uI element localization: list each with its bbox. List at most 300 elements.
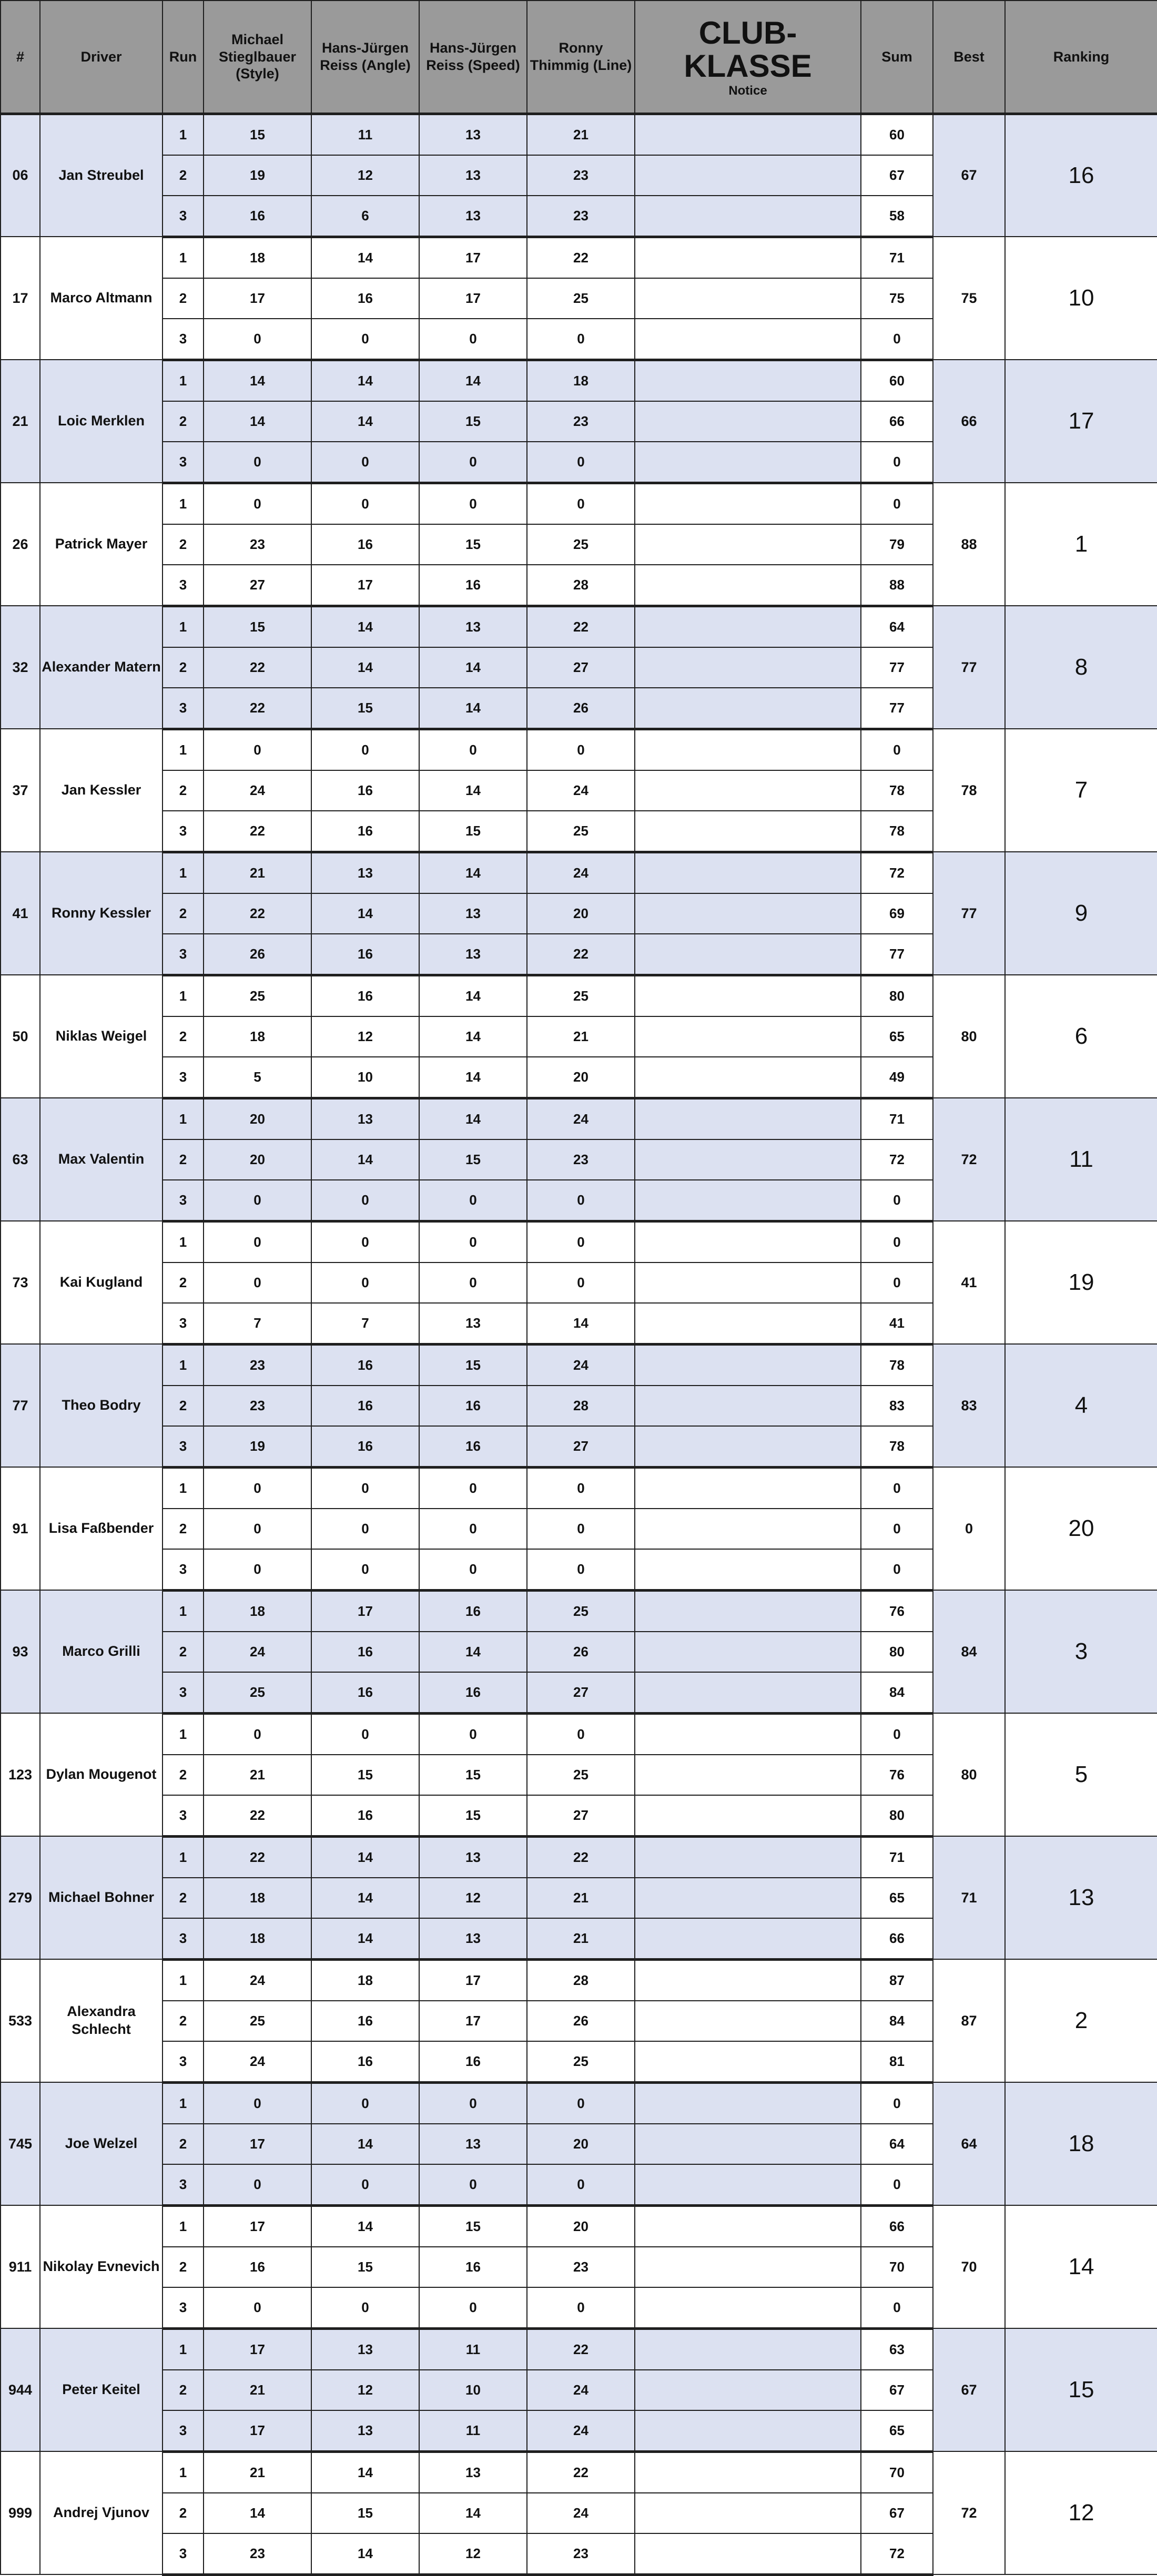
score-angle: 16	[311, 811, 419, 852]
best-score: 84	[933, 1590, 1005, 1713]
driver-name: Lisa Faßbender	[40, 1467, 163, 1590]
score-angle: 0	[311, 1509, 419, 1549]
driver-number: 533	[1, 1959, 40, 2082]
score-angle: 14	[311, 647, 419, 688]
driver-number: 911	[1, 2205, 40, 2328]
score-angle: 13	[311, 1098, 419, 1139]
run-row	[1, 1713, 1157, 1755]
ranking: 14	[1005, 2205, 1157, 2328]
score-style: 24	[204, 1959, 311, 2001]
run-sum: 0	[861, 483, 933, 524]
score-angle: 0	[311, 729, 419, 770]
best-score: 87	[933, 1959, 1005, 2082]
score-style: 21	[204, 2370, 311, 2410]
run-number: 2	[163, 893, 204, 934]
notice-cell	[635, 1344, 861, 1386]
run-sum: 81	[861, 2041, 933, 2083]
score-angle: 15	[311, 2247, 419, 2287]
run-number: 2	[163, 2370, 204, 2410]
run-sum: 0	[861, 1549, 933, 1591]
score-speed: 13	[419, 1836, 527, 1878]
notice-cell	[635, 1426, 861, 1468]
notice-cell	[635, 1467, 861, 1509]
notice-cell	[635, 1139, 861, 1180]
score-style: 17	[204, 2205, 311, 2247]
run-number: 2	[163, 401, 204, 442]
score-angle: 16	[311, 1795, 419, 1837]
score-speed: 16	[419, 1386, 527, 1426]
score-speed: 0	[419, 1180, 527, 1221]
notice-cell	[635, 770, 861, 811]
ranking: 17	[1005, 360, 1157, 483]
run-number: 1	[163, 1467, 204, 1509]
score-line: 0	[527, 1549, 635, 1591]
driver-name: Marco Altmann	[40, 237, 163, 360]
notice-cell	[635, 483, 861, 524]
run-sum: 0	[861, 2082, 933, 2124]
run-sum: 65	[861, 1016, 933, 1057]
run-number: 1	[163, 237, 204, 278]
notice-cell	[635, 2370, 861, 2410]
driver-name: Michael Bohner	[40, 1836, 163, 1959]
score-speed: 12	[419, 2533, 527, 2575]
score-speed: 16	[419, 1590, 527, 1632]
score-style: 24	[204, 1632, 311, 1672]
run-row	[1, 2451, 1157, 2493]
ranking: 8	[1005, 606, 1157, 729]
ranking: 16	[1005, 114, 1157, 237]
score-style: 22	[204, 893, 311, 934]
run-number: 3	[163, 1672, 204, 1714]
run-row	[1, 1959, 1157, 2001]
ranking: 10	[1005, 237, 1157, 360]
run-row	[1, 1344, 1157, 1386]
ranking: 19	[1005, 1221, 1157, 1344]
score-style: 0	[204, 319, 311, 360]
score-style: 5	[204, 1057, 311, 1098]
score-angle: 14	[311, 1139, 419, 1180]
score-line: 25	[527, 1590, 635, 1632]
header-best: Best	[933, 1, 1005, 114]
score-line: 25	[527, 811, 635, 852]
results-body	[1, 114, 1157, 2574]
driver-number: 06	[1, 114, 40, 237]
score-line: 0	[527, 1713, 635, 1755]
score-style: 16	[204, 2247, 311, 2287]
run-number: 1	[163, 852, 204, 893]
score-line: 26	[527, 2001, 635, 2041]
run-sum: 72	[861, 852, 933, 893]
score-angle: 16	[311, 1344, 419, 1386]
driver-number: 745	[1, 2082, 40, 2205]
score-style: 23	[204, 1386, 311, 1426]
header-row	[1, 1, 1157, 114]
run-sum: 69	[861, 893, 933, 934]
run-sum: 77	[861, 647, 933, 688]
score-speed: 16	[419, 565, 527, 606]
run-sum: 41	[861, 1303, 933, 1345]
run-number: 3	[163, 196, 204, 237]
score-angle: 17	[311, 565, 419, 606]
notice-cell	[635, 196, 861, 237]
ranking: 9	[1005, 852, 1157, 975]
score-speed: 14	[419, 1098, 527, 1139]
ranking: 6	[1005, 975, 1157, 1098]
score-speed: 13	[419, 114, 527, 155]
notice-cell	[635, 1016, 861, 1057]
score-style: 18	[204, 237, 311, 278]
score-style: 20	[204, 1098, 311, 1139]
score-speed: 0	[419, 1467, 527, 1509]
run-number: 2	[163, 2001, 204, 2041]
run-sum: 79	[861, 524, 933, 565]
notice-cell	[635, 1672, 861, 1714]
notice-cell	[635, 1755, 861, 1795]
score-line: 0	[527, 2164, 635, 2206]
driver-name: Andrej Vjunov	[40, 2451, 163, 2574]
score-speed: 17	[419, 1959, 527, 2001]
score-line: 18	[527, 360, 635, 401]
score-angle: 14	[311, 237, 419, 278]
score-speed: 0	[419, 2287, 527, 2329]
score-line: 22	[527, 2451, 635, 2493]
run-number: 3	[163, 2410, 204, 2452]
run-sum: 65	[861, 2410, 933, 2452]
score-angle: 14	[311, 1836, 419, 1878]
run-sum: 76	[861, 1755, 933, 1795]
notice-cell	[635, 2124, 861, 2164]
run-sum: 63	[861, 2328, 933, 2370]
score-line: 26	[527, 688, 635, 729]
score-line: 27	[527, 1426, 635, 1468]
best-score: 64	[933, 2082, 1005, 2205]
score-line: 24	[527, 1344, 635, 1386]
score-speed: 0	[419, 2082, 527, 2124]
run-number: 2	[163, 1016, 204, 1057]
run-number: 2	[163, 155, 204, 196]
score-line: 0	[527, 1262, 635, 1303]
notice-cell	[635, 442, 861, 483]
ranking: 13	[1005, 1836, 1157, 1959]
score-angle: 13	[311, 852, 419, 893]
run-sum: 0	[861, 1221, 933, 1262]
score-angle: 15	[311, 2493, 419, 2533]
score-line: 0	[527, 1221, 635, 1262]
run-number: 3	[163, 1549, 204, 1591]
score-angle: 13	[311, 2410, 419, 2452]
score-speed: 16	[419, 1672, 527, 1714]
notice-cell	[635, 1878, 861, 1918]
notice-cell	[635, 1262, 861, 1303]
run-sum: 80	[861, 1795, 933, 1837]
run-number: 1	[163, 1836, 204, 1878]
score-line: 25	[527, 524, 635, 565]
score-style: 25	[204, 1672, 311, 1714]
run-sum: 0	[861, 1509, 933, 1549]
driver-number: 93	[1, 1590, 40, 1713]
best-score: 71	[933, 1836, 1005, 1959]
run-sum: 80	[861, 1632, 933, 1672]
run-sum: 71	[861, 1836, 933, 1878]
notice-cell	[635, 1836, 861, 1878]
score-line: 22	[527, 2328, 635, 2370]
score-style: 0	[204, 483, 311, 524]
driver-name: Alexander Matern	[40, 606, 163, 729]
score-angle: 0	[311, 2287, 419, 2329]
run-sum: 80	[861, 975, 933, 1016]
notice-cell	[635, 2164, 861, 2206]
notice-cell	[635, 2493, 861, 2533]
header-judge-style: Michael Stieglbauer (Style)	[204, 1, 311, 114]
score-speed: 15	[419, 1344, 527, 1386]
best-score: 77	[933, 606, 1005, 729]
run-sum: 83	[861, 1386, 933, 1426]
notice-cell	[635, 114, 861, 155]
score-style: 17	[204, 2328, 311, 2370]
notice-cell	[635, 1303, 861, 1345]
run-number: 3	[163, 1057, 204, 1098]
ranking: 3	[1005, 1590, 1157, 1713]
score-speed: 14	[419, 1016, 527, 1057]
notice-cell	[635, 688, 861, 729]
run-number: 2	[163, 524, 204, 565]
score-angle: 16	[311, 1426, 419, 1468]
score-style: 0	[204, 1713, 311, 1755]
score-style: 14	[204, 360, 311, 401]
score-style: 15	[204, 606, 311, 647]
run-sum: 65	[861, 1878, 933, 1918]
run-sum: 67	[861, 2370, 933, 2410]
driver-name: Ronny Kessler	[40, 852, 163, 975]
run-sum: 67	[861, 2493, 933, 2533]
score-line: 23	[527, 1139, 635, 1180]
score-line: 0	[527, 1467, 635, 1509]
run-sum: 71	[861, 237, 933, 278]
notice-cell	[635, 565, 861, 606]
run-number: 2	[163, 1386, 204, 1426]
score-speed: 0	[419, 1549, 527, 1591]
score-style: 20	[204, 1139, 311, 1180]
score-style: 16	[204, 196, 311, 237]
run-number: 3	[163, 2164, 204, 2206]
run-row	[1, 606, 1157, 647]
driver-number: 21	[1, 360, 40, 483]
run-number: 1	[163, 360, 204, 401]
run-number: 1	[163, 2205, 204, 2247]
run-sum: 72	[861, 2533, 933, 2575]
run-number: 1	[163, 114, 204, 155]
score-speed: 0	[419, 1262, 527, 1303]
score-line: 0	[527, 319, 635, 360]
score-speed: 14	[419, 360, 527, 401]
score-style: 26	[204, 934, 311, 975]
score-angle: 0	[311, 1262, 419, 1303]
score-angle: 13	[311, 2328, 419, 2370]
ranking: 18	[1005, 2082, 1157, 2205]
driver-name: Kai Kugland	[40, 1221, 163, 1344]
score-speed: 15	[419, 524, 527, 565]
run-number: 3	[163, 565, 204, 606]
score-style: 7	[204, 1303, 311, 1345]
driver-number: 91	[1, 1467, 40, 1590]
notice-cell	[635, 237, 861, 278]
run-row	[1, 483, 1157, 524]
score-speed: 15	[419, 2205, 527, 2247]
best-score: 67	[933, 114, 1005, 237]
header-notice: Notice	[728, 83, 767, 98]
driver-name: Niklas Weigel	[40, 975, 163, 1098]
score-angle: 16	[311, 770, 419, 811]
score-line: 26	[527, 1632, 635, 1672]
best-score: 72	[933, 2451, 1005, 2574]
ranking: 5	[1005, 1713, 1157, 1836]
score-line: 0	[527, 2082, 635, 2124]
score-angle: 12	[311, 2370, 419, 2410]
score-line: 0	[527, 729, 635, 770]
driver-number: 123	[1, 1713, 40, 1836]
score-speed: 17	[419, 2001, 527, 2041]
best-score: 80	[933, 975, 1005, 1098]
score-angle: 14	[311, 1878, 419, 1918]
notice-cell	[635, 1180, 861, 1221]
score-style: 17	[204, 2410, 311, 2452]
run-sum: 70	[861, 2451, 933, 2493]
score-line: 23	[527, 196, 635, 237]
score-line: 21	[527, 1016, 635, 1057]
run-sum: 0	[861, 1180, 933, 1221]
score-angle: 0	[311, 442, 419, 483]
score-style: 0	[204, 2287, 311, 2329]
header-judge-angle: Hans-Jürgen Reiss (Angle)	[311, 1, 419, 114]
score-angle: 15	[311, 1755, 419, 1795]
run-number: 3	[163, 1303, 204, 1345]
score-speed: 13	[419, 934, 527, 975]
driver-name: Marco Grilli	[40, 1590, 163, 1713]
driver-number: 41	[1, 852, 40, 975]
score-line: 27	[527, 1672, 635, 1714]
score-style: 23	[204, 2533, 311, 2575]
notice-cell	[635, 2410, 861, 2452]
score-line: 24	[527, 1098, 635, 1139]
score-style: 14	[204, 401, 311, 442]
score-line: 23	[527, 155, 635, 196]
run-row	[1, 1836, 1157, 1878]
driver-number: 944	[1, 2328, 40, 2451]
run-sum: 78	[861, 1426, 933, 1468]
notice-cell	[635, 729, 861, 770]
score-angle: 0	[311, 2082, 419, 2124]
run-sum: 0	[861, 729, 933, 770]
score-line: 22	[527, 237, 635, 278]
score-line: 0	[527, 1180, 635, 1221]
run-number: 1	[163, 1959, 204, 2001]
run-sum: 0	[861, 2287, 933, 2329]
score-line: 25	[527, 1755, 635, 1795]
score-line: 25	[527, 278, 635, 319]
run-row	[1, 1221, 1157, 1262]
score-speed: 11	[419, 2328, 527, 2370]
score-speed: 0	[419, 729, 527, 770]
score-style: 18	[204, 1016, 311, 1057]
best-score: 88	[933, 483, 1005, 606]
score-style: 0	[204, 1221, 311, 1262]
run-sum: 87	[861, 1959, 933, 2001]
run-number: 2	[163, 1139, 204, 1180]
score-line: 22	[527, 1836, 635, 1878]
score-speed: 14	[419, 852, 527, 893]
run-sum: 60	[861, 114, 933, 155]
run-sum: 88	[861, 565, 933, 606]
run-number: 1	[163, 1344, 204, 1386]
run-number: 1	[163, 483, 204, 524]
score-line: 20	[527, 893, 635, 934]
score-speed: 11	[419, 2410, 527, 2452]
driver-number: 17	[1, 237, 40, 360]
score-angle: 14	[311, 401, 419, 442]
run-sum: 66	[861, 1918, 933, 1960]
score-angle: 7	[311, 1303, 419, 1345]
ranking: 15	[1005, 2328, 1157, 2451]
run-sum: 60	[861, 360, 933, 401]
score-line: 20	[527, 2205, 635, 2247]
score-speed: 17	[419, 237, 527, 278]
notice-cell	[635, 606, 861, 647]
score-line: 21	[527, 114, 635, 155]
driver-number: 26	[1, 483, 40, 606]
run-sum: 67	[861, 155, 933, 196]
run-sum: 72	[861, 1139, 933, 1180]
score-angle: 16	[311, 975, 419, 1016]
score-style: 21	[204, 852, 311, 893]
run-number: 1	[163, 1590, 204, 1632]
score-angle: 6	[311, 196, 419, 237]
score-style: 0	[204, 1467, 311, 1509]
score-speed: 13	[419, 893, 527, 934]
score-style: 24	[204, 2041, 311, 2083]
score-line: 0	[527, 2287, 635, 2329]
score-style: 18	[204, 1590, 311, 1632]
header-club-notice	[635, 1, 861, 114]
header-judge-line: Ronny Thimmig (Line)	[527, 1, 635, 114]
score-line: 27	[527, 647, 635, 688]
driver-name: Dylan Mougenot	[40, 1713, 163, 1836]
run-number: 2	[163, 1755, 204, 1795]
run-row	[1, 729, 1157, 770]
notice-cell	[635, 934, 861, 975]
run-sum: 58	[861, 196, 933, 237]
score-speed: 17	[419, 278, 527, 319]
best-score: 77	[933, 852, 1005, 975]
driver-name: Joe Welzel	[40, 2082, 163, 2205]
score-style: 0	[204, 2082, 311, 2124]
score-style: 27	[204, 565, 311, 606]
driver-name: Jan Streubel	[40, 114, 163, 237]
score-line: 24	[527, 770, 635, 811]
run-number: 2	[163, 1878, 204, 1918]
notice-cell	[635, 155, 861, 196]
score-angle: 14	[311, 2533, 419, 2575]
score-speed: 13	[419, 155, 527, 196]
score-style: 0	[204, 442, 311, 483]
ranking: 2	[1005, 1959, 1157, 2082]
driver-name: Peter Keitel	[40, 2328, 163, 2451]
score-angle: 14	[311, 893, 419, 934]
driver-name: Max Valentin	[40, 1098, 163, 1221]
run-number: 3	[163, 2287, 204, 2329]
score-angle: 11	[311, 114, 419, 155]
score-style: 23	[204, 524, 311, 565]
run-number: 1	[163, 975, 204, 1016]
